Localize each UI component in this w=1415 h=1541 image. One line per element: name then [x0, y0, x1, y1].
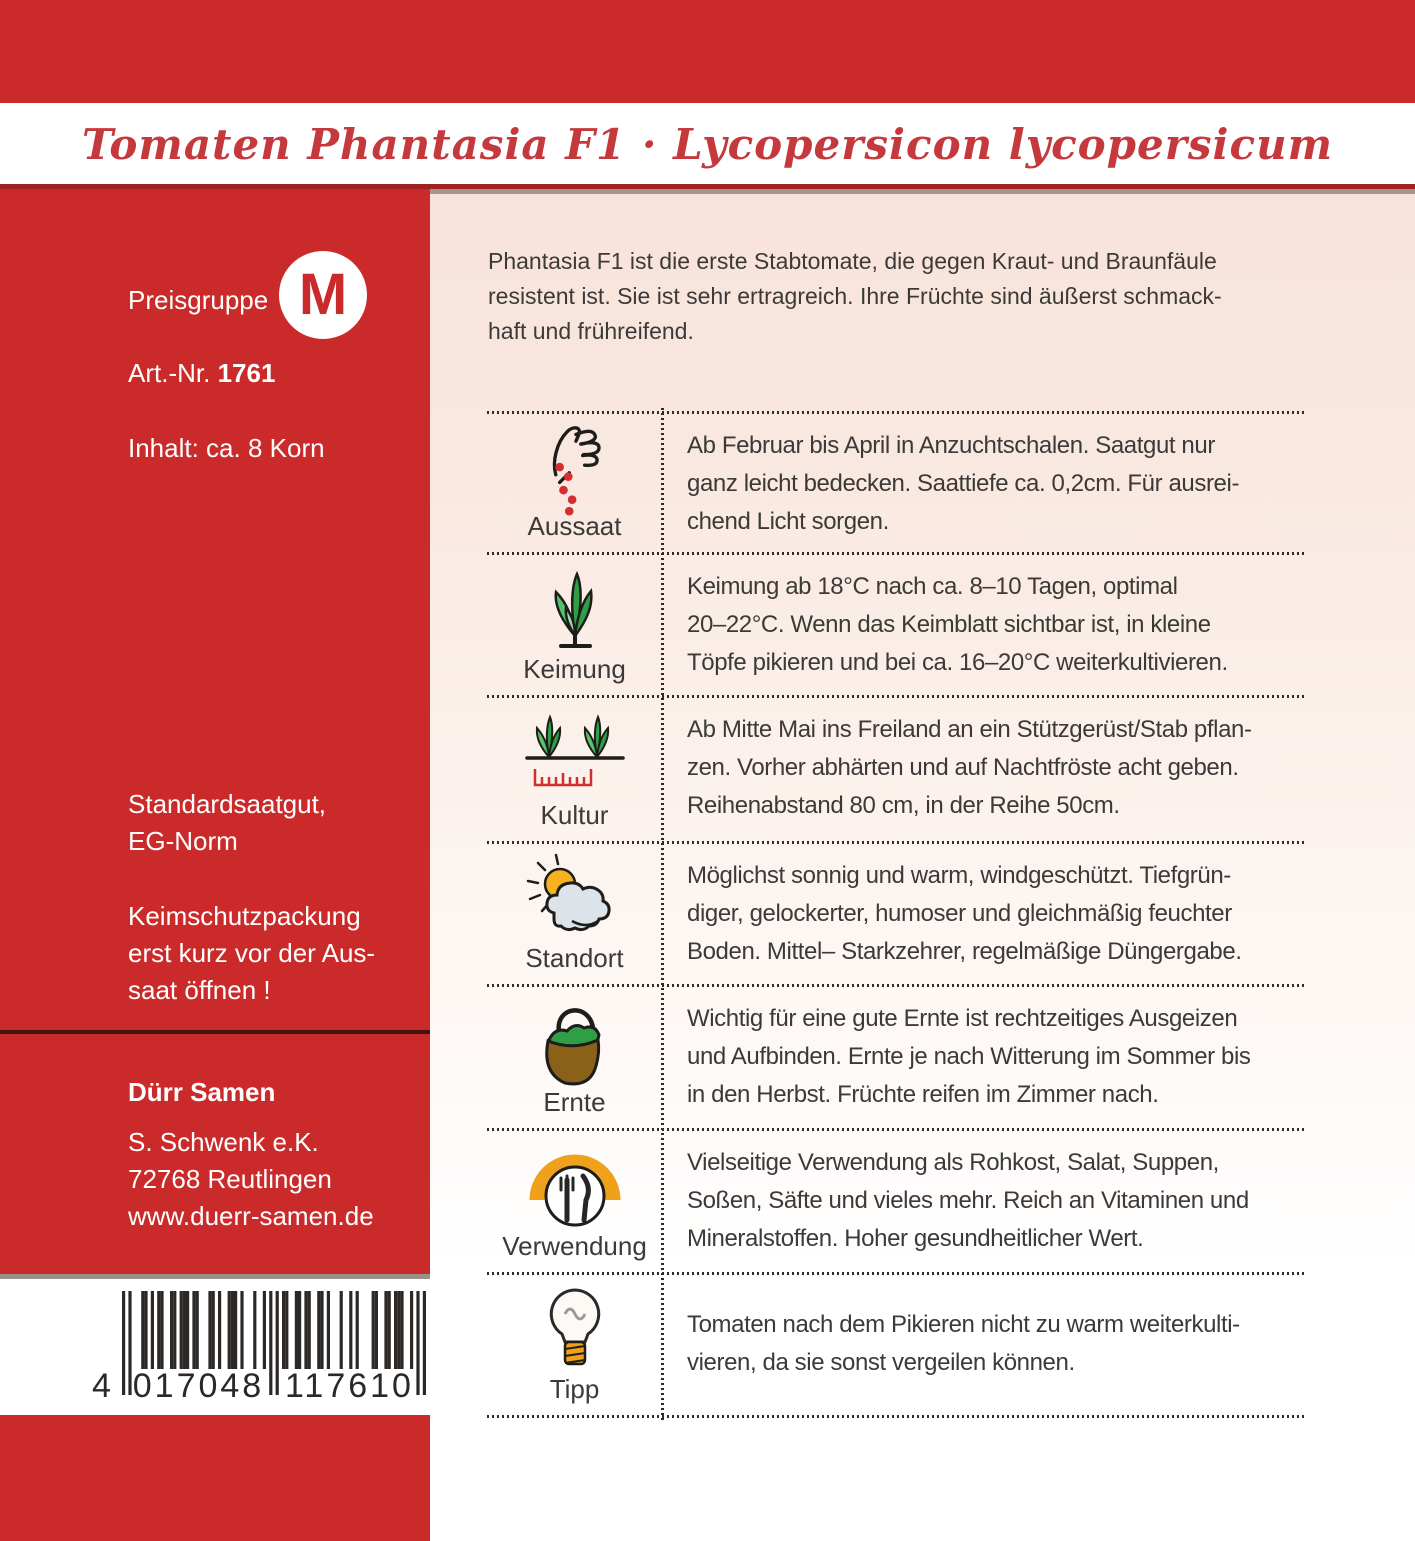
row-label: Aussaat	[527, 511, 622, 541]
seed-standard-line: EG-Norm	[128, 826, 238, 856]
harvest-basket-icon	[487, 994, 662, 1095]
text-line: Wichtig für eine gute Ernte ist rechtzeitiges Ausgeizen	[687, 1005, 1238, 1032]
row-label: Tipp	[549, 1374, 600, 1404]
company-website: www.duerr-samen.de	[128, 1201, 374, 1231]
text-line: zen. Vorher abhärten und auf Nachtfröste acht geben.	[687, 754, 1239, 781]
intro-line: resistent ist. Sie ist sehr ertragreich. Ihre Früchte sind äußerst schmack-	[488, 283, 1222, 309]
text-line: diger, gelockerter, humoser und gleichmäßig feuchter	[687, 900, 1232, 927]
seed-standard	[128, 786, 326, 860]
text-line: Tomaten nach dem Pikieren nicht zu warm weiterkulti-	[687, 1311, 1240, 1338]
seed-standard-line: Standardsaatgut,	[128, 789, 327, 819]
text-line: Reihenabstand 80 cm, in der Reihe 50cm.	[687, 792, 1120, 819]
note-line: saat öffnen !	[128, 975, 271, 1005]
content-amount: Inhalt: ca. 8 Korn	[128, 433, 325, 463]
table-row	[487, 1128, 1305, 1272]
barcode-digit-first: 4	[92, 1367, 114, 1405]
seedling-icon	[487, 562, 662, 659]
light-bulb-icon	[487, 1282, 662, 1387]
text-line: in den Herbst. Früchte reifen im Zimmer nach.	[687, 1081, 1159, 1108]
company-panel	[0, 1034, 430, 1274]
text-line: Ab Mitte Mai ins Freiland an ein Stützgerüst/Stab pflan-	[687, 716, 1252, 743]
company-address	[128, 1124, 374, 1235]
plate-cutlery-icon	[487, 1138, 662, 1243]
text-line: Vielseitige Verwendung als Rohkost, Salat, Suppen,	[687, 1149, 1219, 1176]
row-label: Standort	[525, 943, 624, 973]
text-line: Keimung ab 18°C nach ca. 8–10 Tagen, optimal	[687, 573, 1178, 600]
row-label: Keimung	[523, 654, 626, 684]
text-line: Töpfe pikieren und bei ca. 16–20°C weiterkultivieren.	[687, 649, 1228, 676]
row-text	[687, 984, 1327, 1114]
text-line: Ab Februar bis April in Anzuchtschalen. Saatgut nur	[687, 432, 1215, 459]
text-line: und Aufbinden. Ernte je nach Witterung im Sommer bis	[687, 1043, 1251, 1070]
text-line: chend Licht sorgen.	[687, 508, 889, 535]
packet-title: Tomaten Phantasia F1 · Lycopersicon lycopersicum	[81, 120, 1334, 169]
intro-paragraph	[488, 244, 1222, 349]
text-line: Mineralstoffen. Hoher gesundheitlicher Wert.	[687, 1225, 1144, 1252]
price-group-badge: M	[279, 251, 367, 339]
note-line: erst kurz vor der Aus-	[128, 938, 376, 968]
intro-line: Phantasia F1 ist die erste Stabtomate, die gegen Kraut- und Braunfäule	[488, 248, 1217, 274]
row-text	[687, 695, 1327, 825]
germination-protection-note	[128, 898, 375, 1009]
table-row	[487, 841, 1305, 984]
row-text	[687, 1128, 1327, 1258]
price-group-label: Preisgruppe	[128, 285, 269, 315]
culture-info-table	[487, 411, 1305, 1415]
title-band	[0, 103, 1415, 184]
text-line: Soßen, Säfte und vieles mehr. Reich an Vitaminen und	[687, 1187, 1249, 1214]
sidebar-info-panel	[0, 189, 430, 1030]
article-number-label: Art.-Nr.	[128, 358, 218, 388]
table-row	[487, 552, 1305, 695]
row-text	[687, 841, 1327, 971]
text-line: vieren, da sie sonst vergeilen können.	[687, 1349, 1075, 1376]
company-name: Dürr Samen	[128, 1077, 276, 1107]
sun-cloud-icon	[487, 851, 662, 948]
hand-sowing-icon	[487, 421, 662, 522]
barcode-digits-left-group: 017048	[132, 1367, 265, 1405]
table-row	[487, 1272, 1305, 1415]
note-line: Keimschutzpackung	[128, 901, 361, 931]
text-line: 20–22°C. Wenn das Keimblatt sichtbar ist, in kleine	[687, 611, 1211, 638]
table-row	[487, 984, 1305, 1128]
sidebar-bottom-red-block	[0, 1415, 430, 1541]
row-text	[687, 1272, 1327, 1382]
row-text	[687, 411, 1327, 541]
text-line: Möglichst sonnig und warm, windgeschützt. Tiefgrün-	[687, 862, 1231, 889]
table-row	[487, 411, 1305, 552]
row-label: Kultur	[540, 800, 609, 830]
table-row	[487, 695, 1305, 841]
text-line: Boden. Mittel– Starkzehrer, regelmäßige Düngergabe.	[687, 938, 1242, 965]
text-line: ganz leicht bedecken. Saattiefe ca. 0,2cm. Für ausrei-	[687, 470, 1240, 497]
row-label: Ernte	[543, 1087, 606, 1117]
main-content	[430, 194, 1415, 1541]
company-line: 72768 Reutlingen	[128, 1164, 332, 1194]
intro-line: haft und frühreifend.	[488, 318, 694, 344]
row-label: Verwendung	[502, 1231, 647, 1261]
row-text	[687, 552, 1327, 682]
barcode-area	[0, 1279, 430, 1415]
plants-spacing-icon	[487, 705, 662, 806]
article-number	[128, 355, 275, 392]
top-red-band	[0, 0, 1415, 103]
table-rule	[487, 1415, 1305, 1418]
article-number-value: 1761	[217, 358, 276, 388]
company-line: S. Schwenk e.K.	[128, 1127, 319, 1157]
barcode-digits-right-group: 117610	[285, 1367, 414, 1405]
